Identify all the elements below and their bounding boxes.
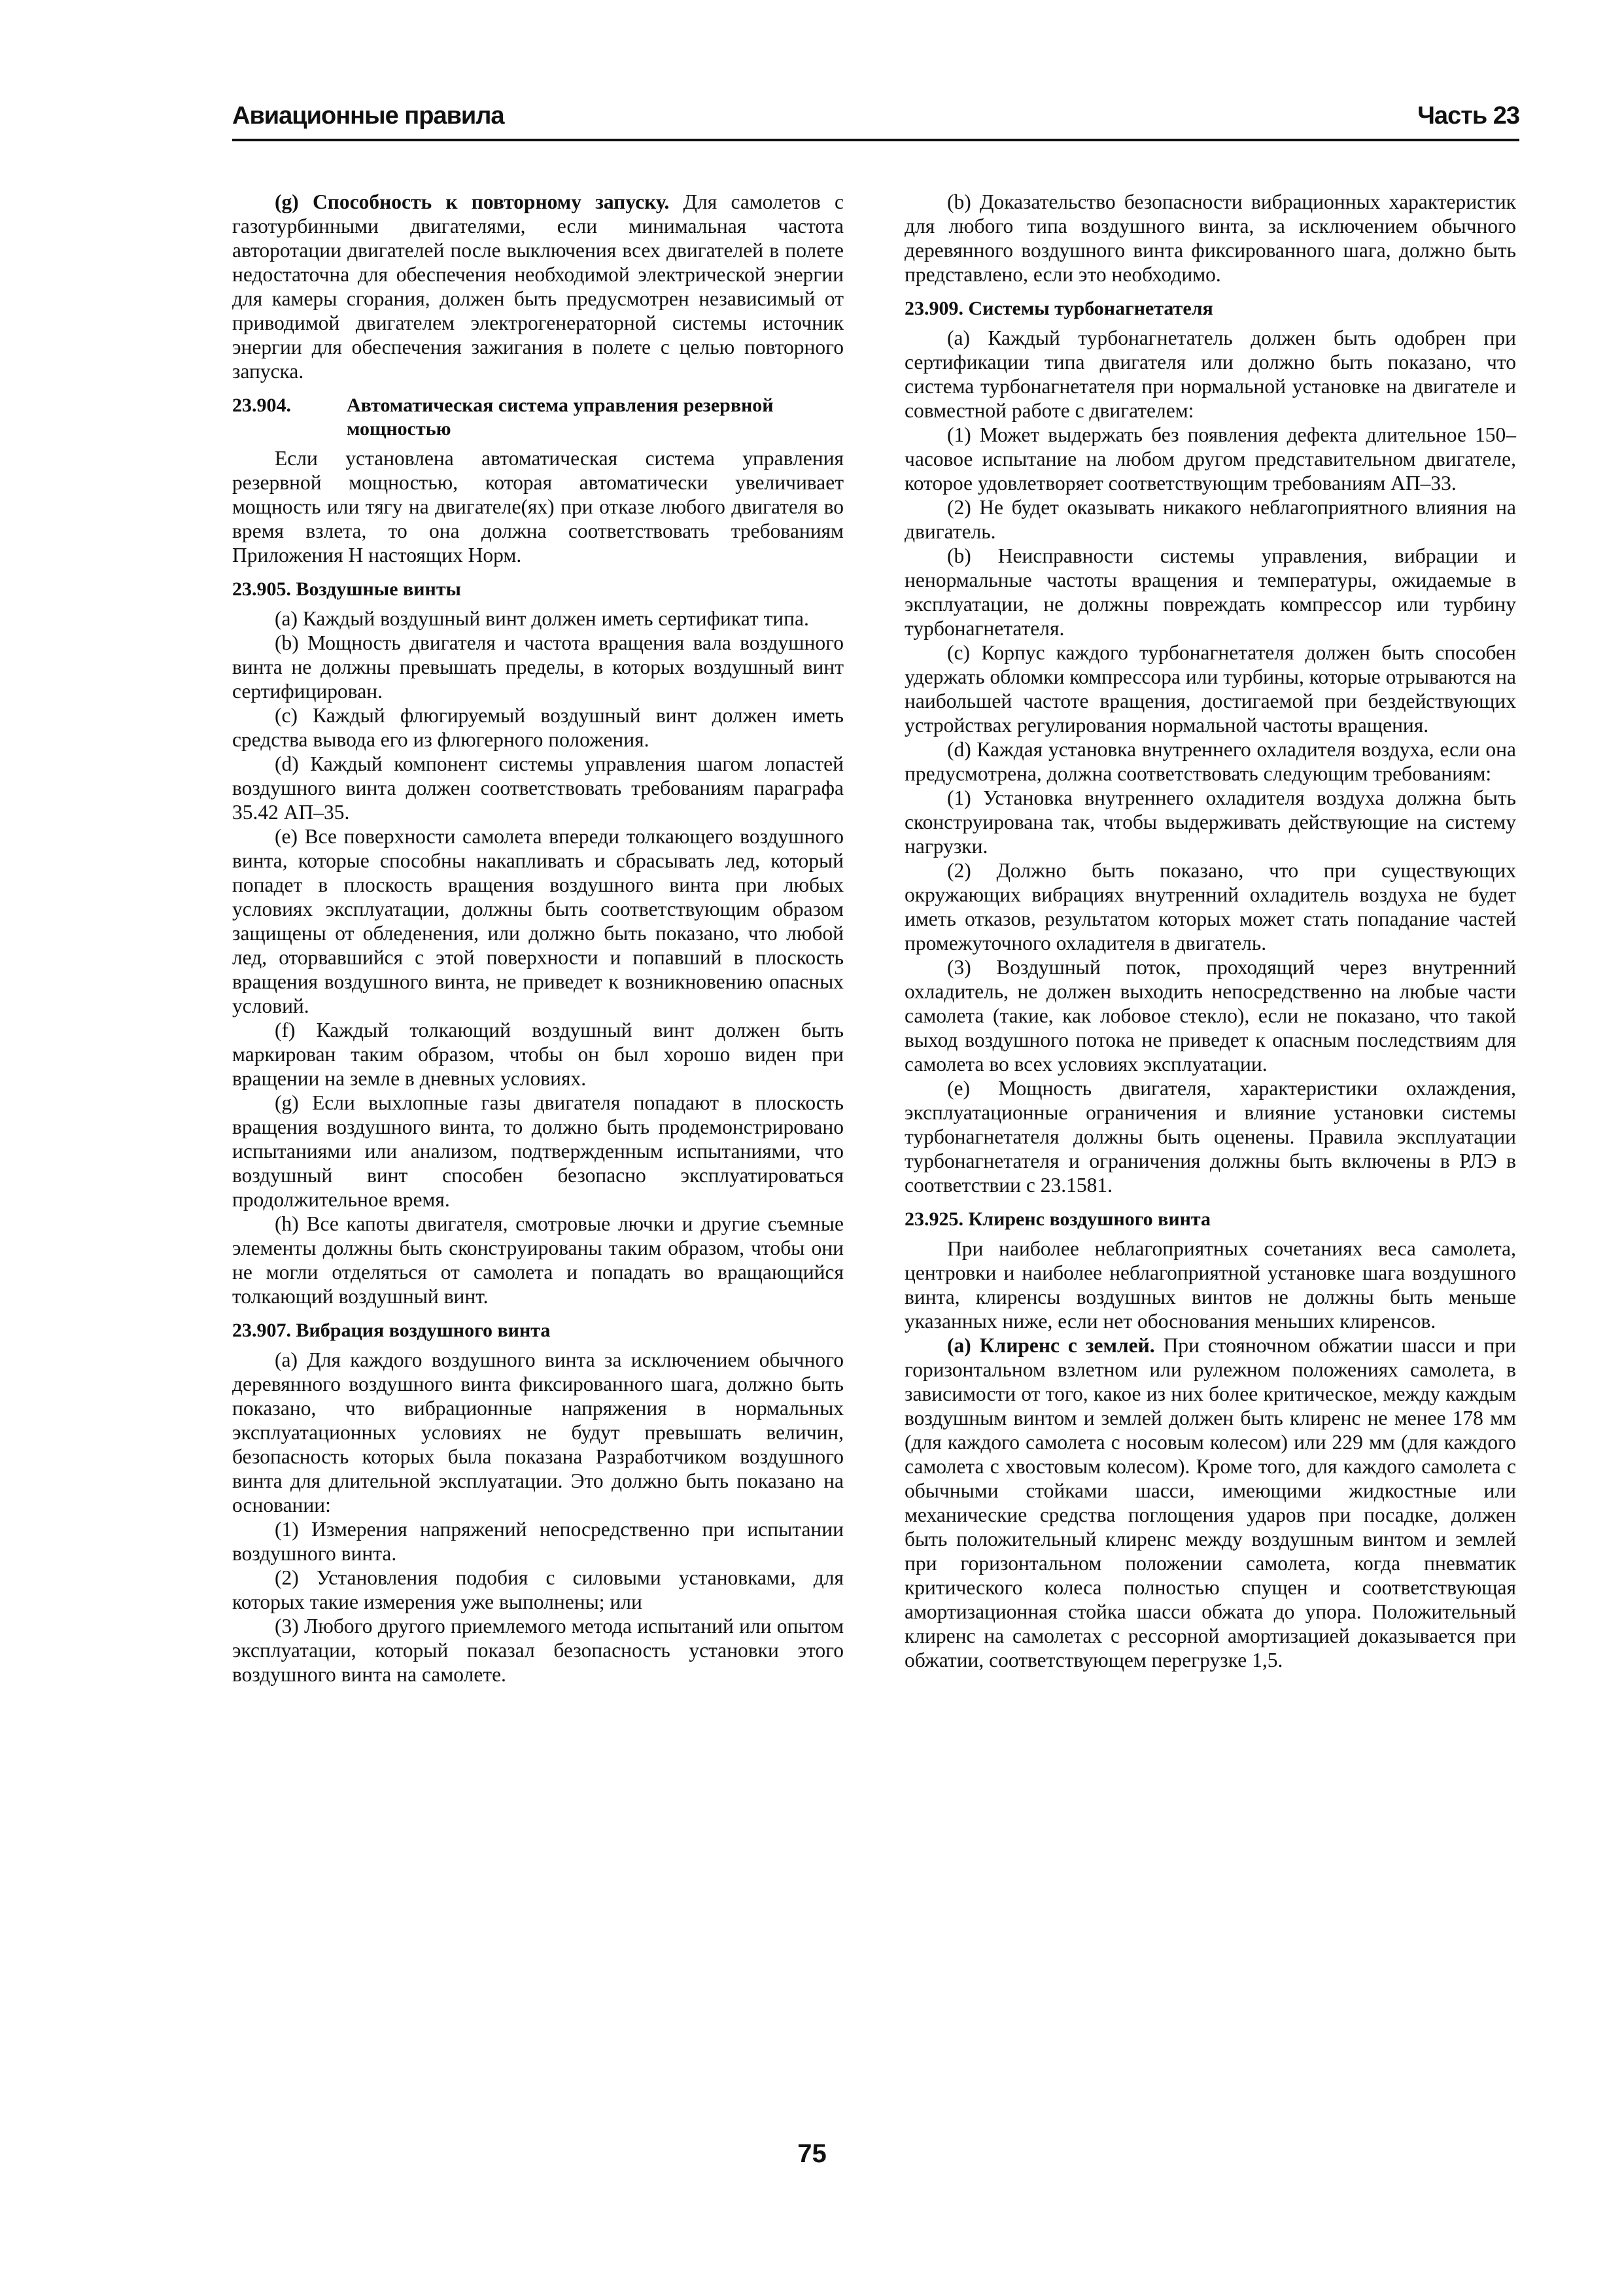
header-title: Авиационные правила [232,102,504,130]
paragraph-925-a [905,1333,1516,1672]
paragraph-905-h: (h) Все капоты двигателя, смотровые лючки и другие съемные элементы должны быть сконструированы таким образом, чтобы они не могли отделяться от самолета и попадать во вращающийся толкающий воздушный винт. [232,1212,844,1308]
page-number: 75 [797,2139,827,2168]
paragraph-905-b: (b) Мощность двигателя и частота вращения вала воздушного винта не должны превышать пределы, в которых воздушный винт сертифицирован. [232,631,844,703]
section-heading-904 [232,394,844,441]
section-heading-905: 23.905. Воздушные винты [232,578,461,600]
header-part: Часть 23 [1417,102,1519,130]
paragraph-907-a: (a) Для каждого воздушного винта за исключением обычного деревянного воздушного винта фиксированного шага, должно быть показано, что вибрационные напряжения в нормальных эксплуатационных условиях не будут превышать величин, безопасность которых была показана Разработчиком воздушного винта для длительной эксплуатации. Это должно быть показано на основании: [232,1348,844,1516]
paragraph-909-e: (e) Мощность двигателя, характеристики охлаждения, эксплуатационные ограничения и влияние установки системы турбонагнетателя должны быть оценены. Правила эксплуатации турбонагнетателя и ограничения должны быть включены в РЛЭ в соответствии с 23.1581. [905,1077,1516,1197]
section-heading-925: 23.925. Клиренс воздушного винта [905,1208,1211,1230]
section-title-904: Автоматическая система управления резервной мощностью [347,394,774,440]
paragraph-905-e: (e) Все поверхности самолета впереди толкающего воздушного винта, которые способны накапливать и сбрасывать лед, который попадет в плоскость вращения воздушного винта при любых условиях эксплуатации, должны быть соответствующим образом защищены от обледенения, или должно быть показано, что любой лед, оторвавшийся с этой поверхности и попавший в плоскость вращения воздушного винта, не приведет к возникновению опасных условий. [232,825,844,1017]
paragraph-restart [232,190,844,383]
ground-clearance-label: (a) Клиренс с землей. [947,1334,1155,1357]
page-header [232,102,1519,143]
header-rule [232,139,1519,141]
paragraph-907-a1: (1) Измерения напряжений непосредственно при испытании воздушного винта. [232,1518,844,1565]
paragraph-905-g: (g) Если выхлопные газы двигателя попадают в плоскость вращения воздушного винта, то должно быть продемонстрировано испытаниями или анализом, подтвержденным испытаниями, что воздушный винт способен безопасно эксплуатироваться продолжительное время. [232,1091,844,1211]
left-column [232,190,844,1687]
restart-label: (g) Способность к повторному запуску. [275,190,670,213]
ground-clearance-text: При стояночном обжатии шасси и при горизонтальном взлетном или рулежном положениях самолета, в зависимости от того, какое из них более критическое, между каждым воздушным винтом и землей должен быть клиренс не менее 178 мм (для каждого самолета с носовым колесом) или 229 мм (для каждого самолета с хвостовым колесом). Кроме того, для каждого самолета с обычными стойками шасси, имеющими жидкостные или механические средства поглощения ударов при посадке, должен быть положительный клиренс между воздушным винтом и землей при горизонтальном положении самолета, когда пневматик критического колеса полностью спущен и соответствующая амортизационная стойка шасси обжата до упора. Положительный клиренс на самолетах с рессорной амортизацией доказывается при обжатии, соответствующем перегрузке 1,5. [905,1334,1517,1672]
paragraph-909-d3: (3) Воздушный поток, проходящий через внутренний охладитель, не должен выходить непосредственно на любые части самолета (такие, как лобовое стекло), если не показано, что такой выход воздушного потока не приведет к опасным последствиям для самолета во всех условиях эксплуатации. [905,956,1516,1076]
section-number-904: 23.904. [232,394,291,416]
paragraph-909-a2: (2) Не будет оказывать никакого неблагоприятного влияния на двигатель. [905,496,1516,543]
right-column [905,190,1516,1672]
paragraph-909-d1: (1) Установка внутреннего охладителя воздуха должна быть сконструирована так, чтобы выдерживать действующие на систему нагрузки. [905,786,1516,858]
paragraph-909-c: (c) Корпус каждого турбонагнетателя должен быть способен удержать обломки компрессора или турбины, которые отрываются на наибольшей частоте вращения, достигаемой при бездействующих устройствах регулирования нормальной частоты вращения. [905,641,1516,737]
paragraph-907-a3: (3) Любого другого приемлемого метода испытаний или опытом эксплуатации, который показал безопасность установки этого воздушного винта на самолете. [232,1615,844,1686]
paragraph-907-b: (b) Доказательство безопасности вибрационных характеристик для любого типа воздушного винта, за исключением обычного деревянного воздушного винта фиксированного шага, должно быть представлено, если это необходимо. [905,190,1516,286]
paragraph-905-a: (a) Каждый воздушный винт должен иметь сертификат типа. [275,607,809,630]
paragraph-909-a: (a) Каждый турбонагнетатель должен быть одобрен при сертификации типа двигателя или должно быть показано, что система турбонагнетателя при нормальной установке на двигателе и совместной работе с двигателем: [905,326,1516,422]
paragraph-905-f: (f) Каждый толкающий воздушный винт должен быть маркирован таким образом, чтобы он был хорошо виден при вращении на земле в дневных условиях. [232,1019,844,1090]
paragraph-909-b: (b) Неисправности системы управления, вибрации и ненормальные частоты вращения и температуры, ожидаемые в эксплуатации, не должны повреждать компрессор или турбину турбонагнетателя. [905,544,1516,640]
paragraph-909-d: (d) Каждая установка внутреннего охладителя воздуха, если она предусмотрена, должна соответствовать следующим требованиям: [905,738,1516,785]
paragraph-904: Если установлена автоматическая система управления резервной мощностью, которая автоматически увеличивает мощность или тягу на двигателе(ях) при отказе любого двигателя во время взлета, то она должна соответствовать требованиям Приложения H настоящих Норм. [232,447,844,567]
paragraph-907-a2: (2) Установления подобия с силовыми установками, для которых такие измерения уже выполнены; или [232,1566,844,1613]
paragraph-905-d: (d) Каждый компонент системы управления шагом лопастей воздушного винта должен соответствовать требованиям параграфа 35.42 АП–35. [232,752,844,824]
section-heading-909: 23.909. Системы турбонагнетателя [905,298,1213,319]
paragraph-909-d2: (2) Должно быть показано, что при существующих окружающих вибрациях внутренний охладитель воздуха не будет иметь отказов, результатом которых может стать попадание частей промежуточного охладителя в двигатель. [905,859,1516,955]
restart-text: Для самолетов с газотурбинными двигателями, если минимальная частота авторотации двигателей после выключения всех двигателей в полете недостаточна для обеспечения необходимой электрической энергии для камеры сгорания, должен быть предусмотрен независимый от приводимой двигателем электрогенераторной системы источник энергии для обеспечения зажигания в полете с целью повторного запуска. [232,190,844,383]
paragraph-925-intro: При наиболее неблагоприятных сочетаниях веса самолета, центровки и наиболее неблагоприятной установке шага воздушного винта, клиренсы воздушных винтов не должны быть меньше указанных ниже, если нет обоснования меньших клиренсов. [905,1237,1516,1333]
paragraph-905-c: (c) Каждый флюгируемый воздушный винт должен иметь средства вывода его из флюгерного положения. [232,704,844,751]
paragraph-909-a1: (1) Может выдержать без появления дефекта длительное 150–часовое испытание на любом другом представительном двигателе, которое удовлетворяет соответствующим требованиям АП–33. [905,423,1516,495]
section-heading-907: 23.907. Вибрация воздушного винта [232,1320,551,1341]
